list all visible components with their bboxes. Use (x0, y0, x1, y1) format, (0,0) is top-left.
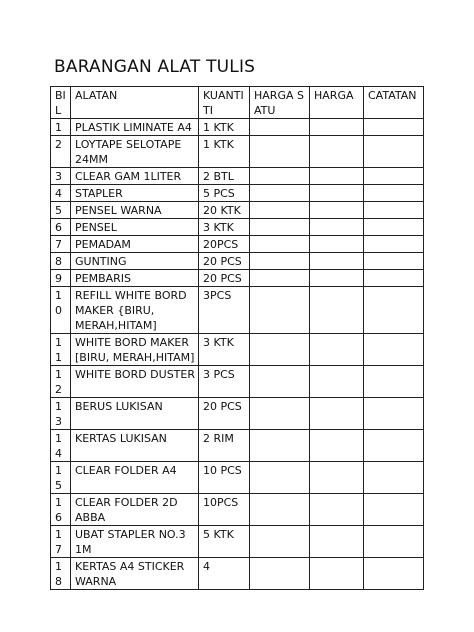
cell-alatan: GUNTING (71, 253, 199, 270)
cell-catatan (364, 287, 424, 334)
cell-harga-satu (250, 119, 310, 136)
cell-harga-satu (250, 219, 310, 236)
cell-harga (310, 366, 364, 398)
table-row (51, 136, 424, 168)
cell-bil: 13 (51, 398, 71, 430)
cell-bil: 1 (51, 119, 71, 136)
cell-bil: 2 (51, 136, 71, 168)
cell-harga-satu (250, 526, 310, 558)
cell-alatan: LOYTAPE SELOTAPE 24MM (71, 136, 199, 168)
cell-alatan: CLEAR GAM 1LITER (71, 168, 199, 185)
cell-harga (310, 526, 364, 558)
cell-kuantiti: 2 RIM (199, 430, 250, 462)
column-header-kuantiti: KUANTITI (199, 87, 250, 119)
cell-bil: 8 (51, 253, 71, 270)
cell-harga-satu (250, 366, 310, 398)
cell-bil: 14 (51, 430, 71, 462)
cell-alatan: REFILL WHITE BORD MAKER {BIRU, MERAH,HITAM] (71, 287, 199, 334)
cell-kuantiti: 4 (199, 558, 250, 590)
cell-bil: 16 (51, 494, 71, 526)
cell-bil: 6 (51, 219, 71, 236)
table-row (51, 462, 424, 494)
cell-alatan: PLASTIK LIMINATE A4 (71, 119, 199, 136)
cell-kuantiti: 3PCS (199, 287, 250, 334)
cell-alatan: KERTAS LUKISAN (71, 430, 199, 462)
cell-catatan (364, 526, 424, 558)
cell-harga-satu (250, 202, 310, 219)
cell-alatan: PENSEL WARNA (71, 202, 199, 219)
cell-alatan: PENSEL (71, 219, 199, 236)
table-row (51, 430, 424, 462)
column-header-harga-satu: HARGA SATU (250, 87, 310, 119)
cell-kuantiti: 5 KTK (199, 526, 250, 558)
table-row (51, 253, 424, 270)
cell-bil: 10 (51, 287, 71, 334)
cell-catatan (364, 558, 424, 590)
table-row (51, 236, 424, 253)
cell-catatan (364, 119, 424, 136)
cell-catatan (364, 202, 424, 219)
column-header-catatan: CATATAN (364, 87, 424, 119)
cell-harga-satu (250, 253, 310, 270)
column-header-harga: HARGA (310, 87, 364, 119)
cell-catatan (364, 253, 424, 270)
cell-bil: 15 (51, 462, 71, 494)
cell-harga-satu (250, 398, 310, 430)
cell-harga (310, 136, 364, 168)
cell-alatan: UBAT STAPLER NO.3 1M (71, 526, 199, 558)
cell-harga (310, 287, 364, 334)
cell-catatan (364, 462, 424, 494)
cell-harga (310, 253, 364, 270)
cell-bil: 18 (51, 558, 71, 590)
cell-kuantiti: 10PCS (199, 494, 250, 526)
cell-harga (310, 236, 364, 253)
cell-catatan (364, 270, 424, 287)
table-row (51, 270, 424, 287)
cell-kuantiti: 3 PCS (199, 366, 250, 398)
table-row (51, 526, 424, 558)
cell-harga-satu (250, 136, 310, 168)
cell-harga (310, 168, 364, 185)
cell-harga-satu (250, 185, 310, 202)
cell-catatan (364, 366, 424, 398)
cell-catatan (364, 398, 424, 430)
table-row (51, 168, 424, 185)
table-row (51, 202, 424, 219)
cell-catatan (364, 219, 424, 236)
cell-bil: 5 (51, 202, 71, 219)
cell-kuantiti: 3 KTK (199, 219, 250, 236)
table-header-row (51, 87, 424, 119)
cell-alatan: WHITE BORD DUSTER (71, 366, 199, 398)
cell-catatan (364, 185, 424, 202)
cell-harga (310, 270, 364, 287)
cell-harga-satu (250, 494, 310, 526)
cell-harga-satu (250, 558, 310, 590)
cell-catatan (364, 334, 424, 366)
cell-harga (310, 334, 364, 366)
cell-bil: 12 (51, 366, 71, 398)
table-row (51, 494, 424, 526)
cell-alatan: PEMADAM (71, 236, 199, 253)
table-row (51, 398, 424, 430)
cell-harga (310, 119, 364, 136)
table-row (51, 219, 424, 236)
cell-kuantiti: 20 KTK (199, 202, 250, 219)
cell-catatan (364, 494, 424, 526)
cell-harga (310, 494, 364, 526)
cell-kuantiti: 10 PCS (199, 462, 250, 494)
cell-kuantiti: 20 PCS (199, 270, 250, 287)
cell-alatan: CLEAR FOLDER 2D ABBA (71, 494, 199, 526)
cell-alatan: WHITE BORD MAKER [BIRU, MERAH,HITAM] (71, 334, 199, 366)
cell-catatan (364, 236, 424, 253)
stationery-table (50, 86, 424, 590)
table-row (51, 334, 424, 366)
cell-harga-satu (250, 334, 310, 366)
cell-bil: 11 (51, 334, 71, 366)
cell-kuantiti: 1 KTK (199, 119, 250, 136)
cell-harga-satu (250, 236, 310, 253)
cell-kuantiti: 20PCS (199, 236, 250, 253)
cell-catatan (364, 168, 424, 185)
cell-kuantiti: 1 KTK (199, 136, 250, 168)
cell-harga (310, 219, 364, 236)
cell-alatan: KERTAS A4 STICKER WARNA (71, 558, 199, 590)
cell-kuantiti: 20 PCS (199, 253, 250, 270)
cell-harga (310, 558, 364, 590)
table-row (51, 119, 424, 136)
cell-catatan (364, 430, 424, 462)
cell-alatan: BERUS LUKISAN (71, 398, 199, 430)
cell-alatan: CLEAR FOLDER A4 (71, 462, 199, 494)
cell-harga-satu (250, 430, 310, 462)
cell-kuantiti: 2 BTL (199, 168, 250, 185)
cell-bil: 7 (51, 236, 71, 253)
page-title: BARANGAN ALAT TULIS (54, 57, 256, 77)
table-row (51, 366, 424, 398)
cell-bil: 17 (51, 526, 71, 558)
cell-kuantiti: 5 PCS (199, 185, 250, 202)
cell-bil: 3 (51, 168, 71, 185)
cell-alatan: PEMBARIS (71, 270, 199, 287)
cell-harga-satu (250, 462, 310, 494)
cell-catatan (364, 136, 424, 168)
column-header-alatan: ALATAN (71, 87, 199, 119)
cell-harga (310, 462, 364, 494)
cell-bil: 4 (51, 185, 71, 202)
cell-harga (310, 398, 364, 430)
cell-bil: 9 (51, 270, 71, 287)
cell-harga (310, 185, 364, 202)
cell-harga (310, 202, 364, 219)
table-row (51, 558, 424, 590)
table-row (51, 185, 424, 202)
cell-alatan: STAPLER (71, 185, 199, 202)
cell-harga-satu (250, 168, 310, 185)
table-row (51, 287, 424, 334)
cell-harga (310, 430, 364, 462)
cell-harga-satu (250, 287, 310, 334)
cell-kuantiti: 3 KTK (199, 334, 250, 366)
cell-harga-satu (250, 270, 310, 287)
column-header-bil: BIL (51, 87, 71, 119)
cell-kuantiti: 20 PCS (199, 398, 250, 430)
